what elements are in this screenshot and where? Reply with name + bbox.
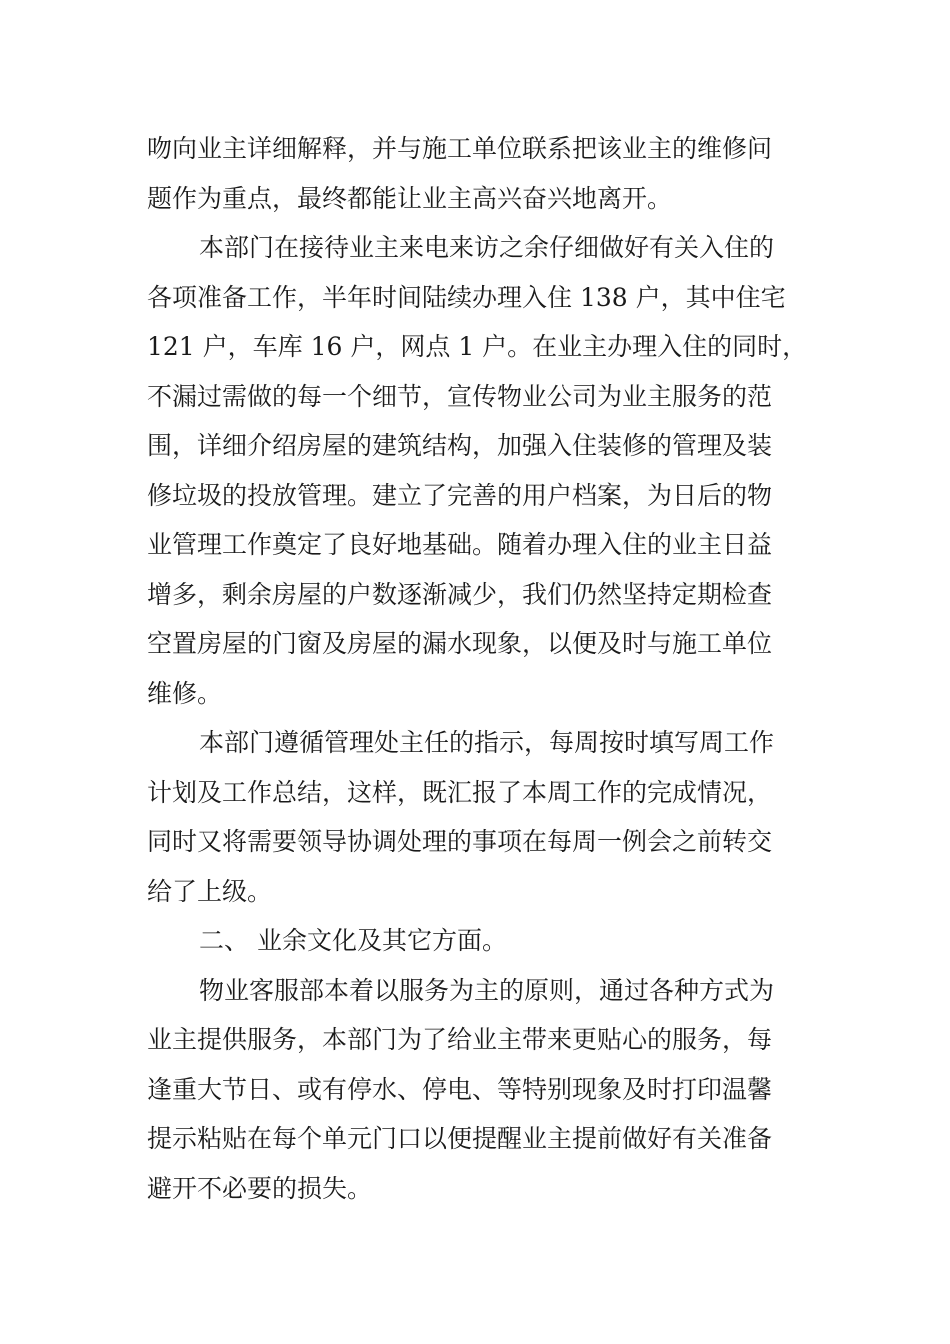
text-line: 计划及工作总结，这样，既汇报了本周工作的完成情况，: [147, 777, 773, 807]
text-line: 避开不必要的损失。: [147, 1173, 373, 1203]
document-body: [147, 124, 812, 1213]
text-line: 同时又将需要领导协调处理的事项在每周一例会之前转交: [147, 827, 773, 856]
text-line: 本部门遵循管理处主任的指示，每周按时填写周工作: [199, 728, 775, 757]
text-line: 吻向业主详细解释，并与施工单位联系把该业主的维修问: [147, 134, 773, 163]
text-line: 各项准备工作，半年时间陆续办理入住 138 户，其中住宅: [147, 282, 786, 312]
text-line: 给了上级。: [147, 876, 273, 906]
text-line: 物业客服部本着以服务为主的原则，通过各种方式为: [199, 975, 775, 1005]
text-line: 维修。: [147, 678, 223, 708]
text-line: 业管理工作奠定了良好地基础。随着办理入住的业主日益: [147, 530, 773, 559]
text-line: 121 户，车库 16 户，网点 1 户。在业主办理入住的同时，: [147, 332, 808, 361]
text-line: 二、 业余文化及其它方面。: [199, 926, 507, 955]
text-line: 修垃圾的投放管理。建立了完善的用户档案，为日后的物: [147, 480, 773, 510]
text-line: 本部门在接待业主来电来访之余仔细做好有关入住的: [199, 233, 775, 262]
text-line: 提示粘贴在每个单元门口以便提醒业主提前做好有关准备: [147, 1124, 773, 1153]
text-line: 围，详细介绍房屋的建筑结构，加强入住装修的管理及装: [147, 431, 773, 460]
text-line: 逢重大节日、或有停水、停电、等特别现象及时打印温馨: [147, 1074, 773, 1104]
text-line: 题作为重点，最终都能让业主高兴奋兴地离开。: [147, 183, 673, 213]
text-line: 业主提供服务，本部门为了给业主带来更贴心的服务，每: [147, 1025, 773, 1054]
text-line: 增多，剩余房屋的户数逐渐减少，我们仍然坚持定期检查: [147, 579, 773, 609]
text-line: 不漏过需做的每一个细节，宣传物业公司为业主服务的范: [147, 381, 773, 411]
text-line: 空置房屋的门窗及房屋的漏水现象，以便及时与施工单位: [147, 629, 773, 658]
